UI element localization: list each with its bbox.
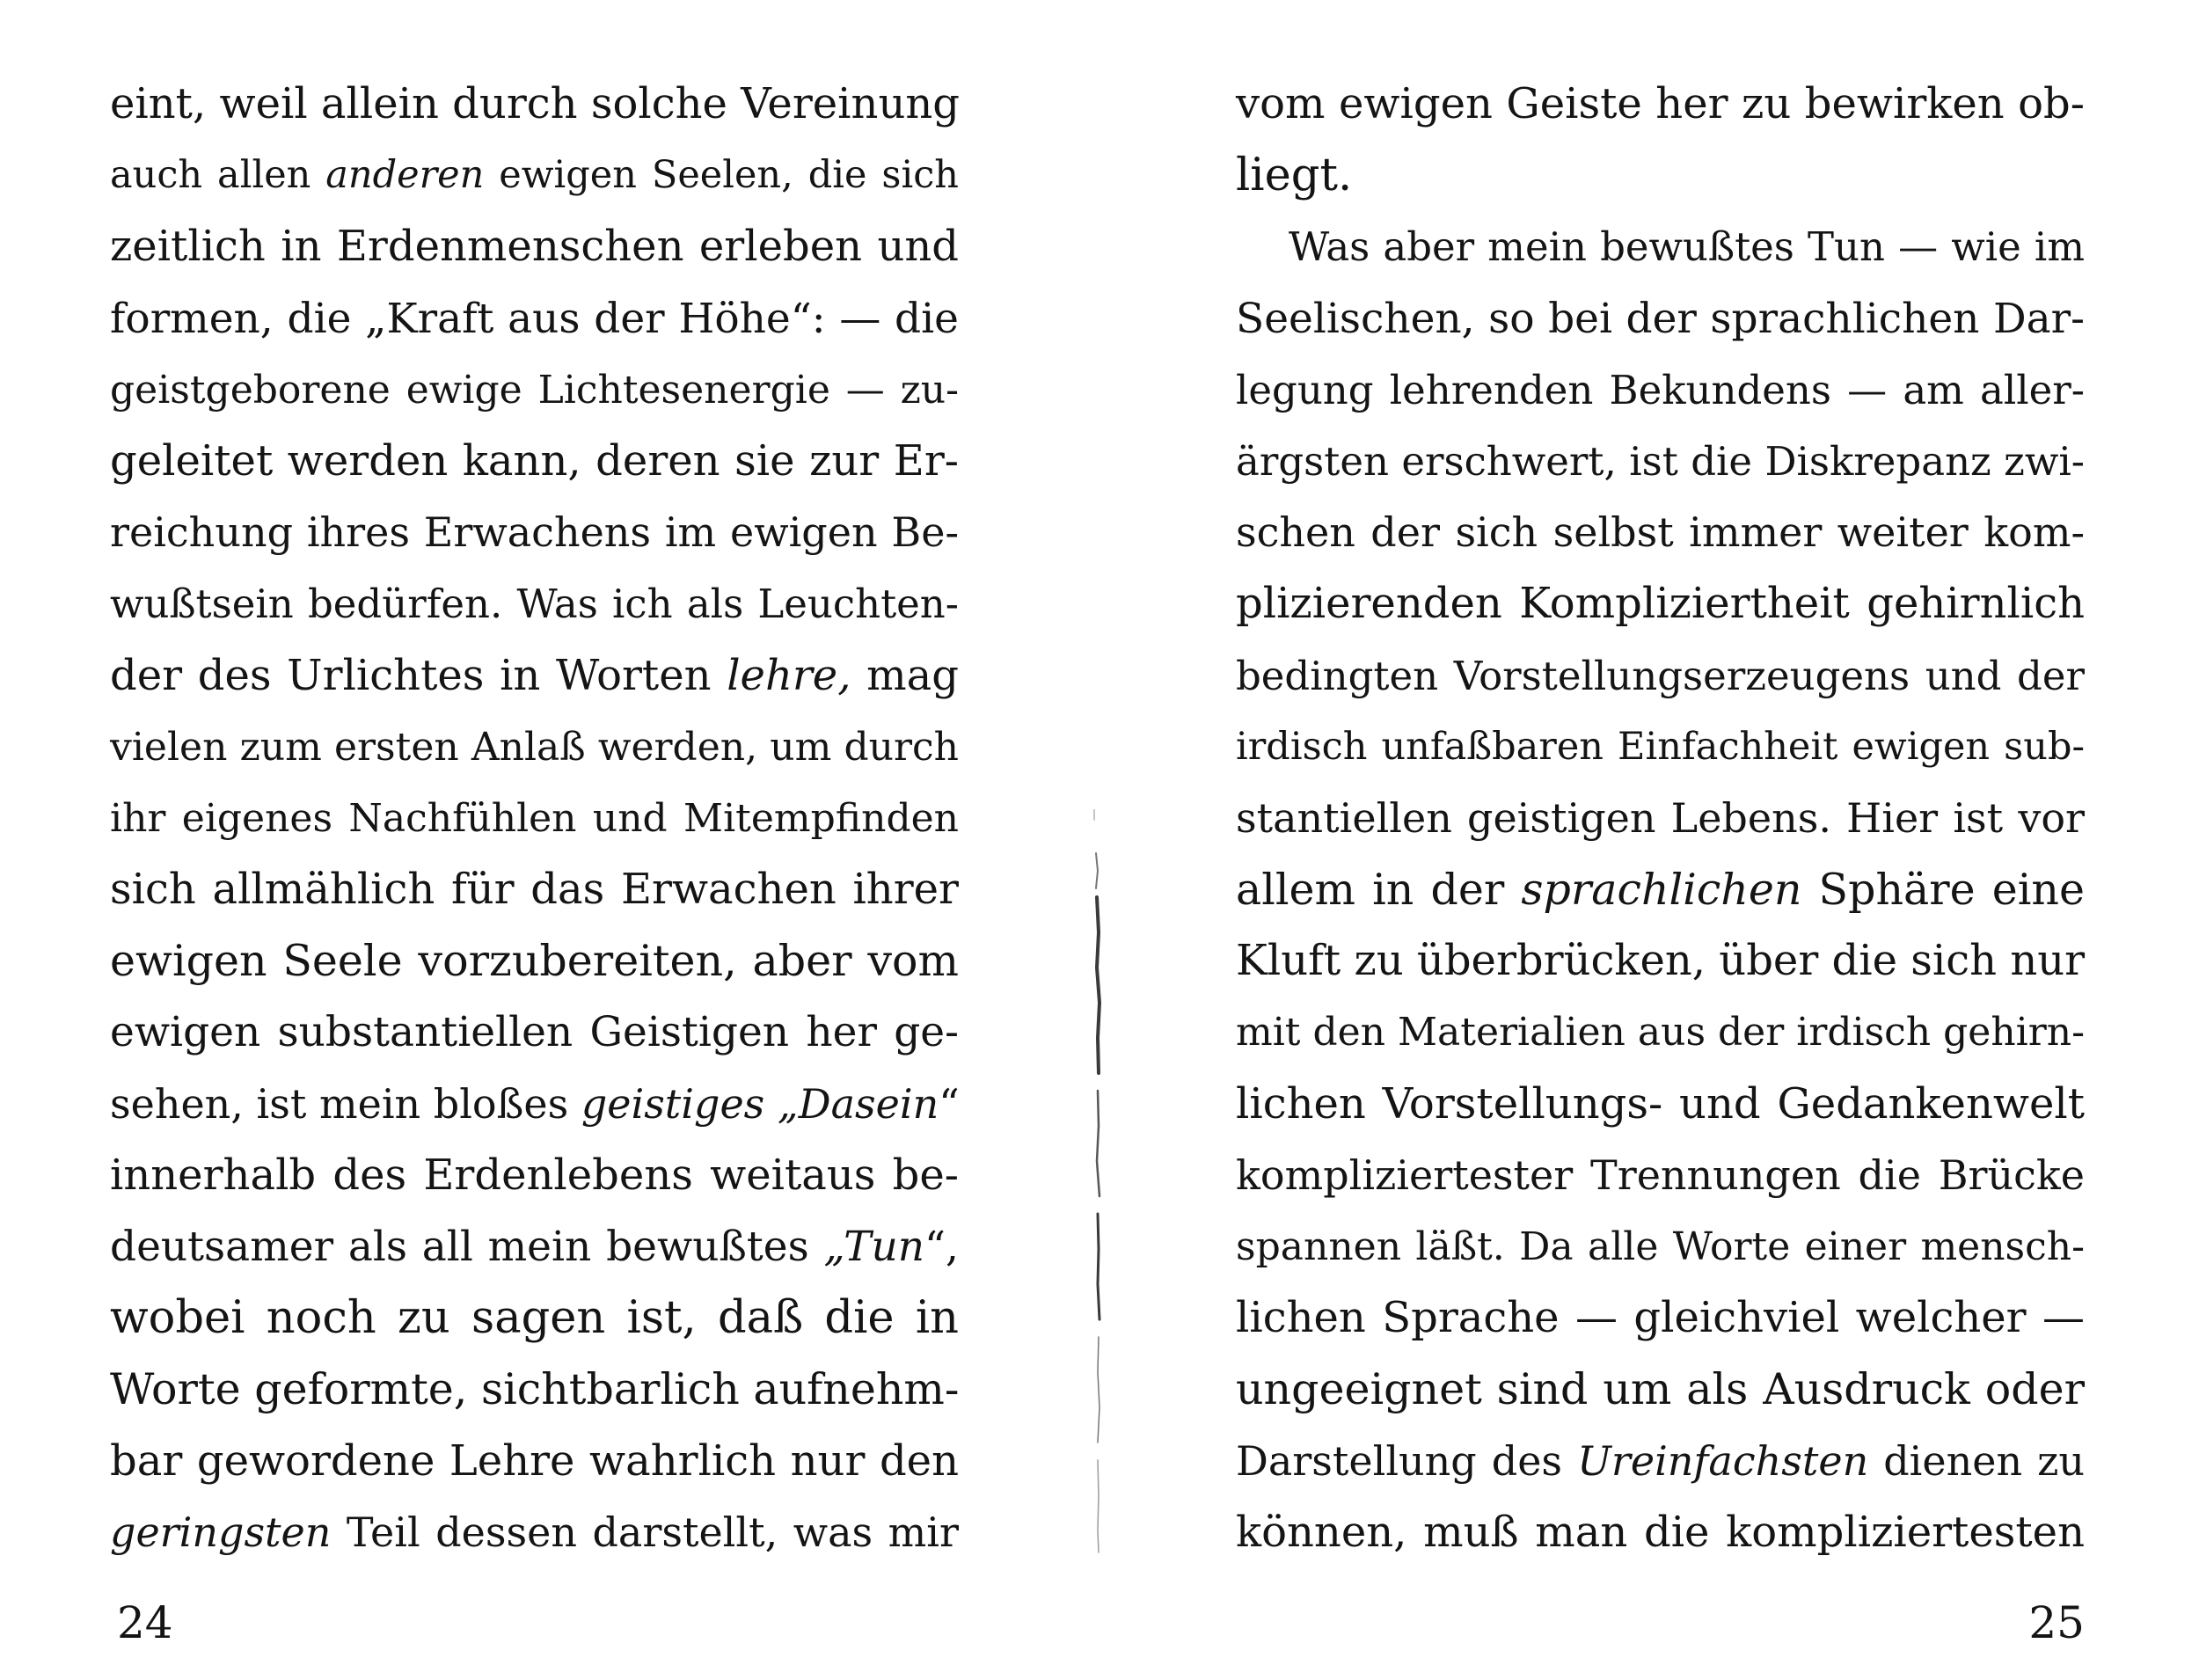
text-line bbox=[1236, 426, 2085, 497]
text-segment: plizierenden Kompliziertheit gehirnlich bbox=[1236, 579, 2085, 629]
text-line bbox=[1236, 925, 2085, 997]
right-page-text bbox=[1236, 69, 2085, 1568]
text-segment: stantiellen geistigen Lebens. Hier ist vor bbox=[1236, 793, 2085, 842]
text-segment: “ bbox=[939, 1079, 960, 1128]
text-segment: ihr eigenes Nachfühlen und Mitempfinden bbox=[110, 795, 959, 841]
text-segment: legung lehrenden Bekundens — am aller- bbox=[1236, 366, 2085, 413]
text-segment: wobei noch zu sagen ist, daß die in bbox=[110, 1292, 959, 1345]
text-line bbox=[110, 1069, 959, 1140]
text-segment: spannen läßt. Da alle Worte einer mensch- bbox=[1236, 1224, 2085, 1269]
text-segment: Teil dessen darstellt, was mir bbox=[331, 1508, 959, 1556]
italic-text: sprachlichen bbox=[1521, 865, 1802, 916]
text-line bbox=[110, 354, 959, 426]
text-segment: deutsamer als all mein bewußtes bbox=[110, 1223, 824, 1271]
text-segment: Darstellung des bbox=[1236, 1436, 1578, 1485]
text-segment: eint, weil allein durch solche Vereinung bbox=[110, 79, 960, 128]
text-segment: zeitlich in Erdenmenschen erleben und bbox=[110, 222, 959, 272]
text-segment: bedingten Vorstellungserzeugens und der bbox=[1236, 652, 2085, 699]
italic-text: „Tun bbox=[823, 1223, 925, 1271]
text-line bbox=[110, 211, 959, 282]
text-segment: vielen zum ersten Anlaß werden, um durch bbox=[110, 724, 959, 770]
text-line bbox=[1236, 211, 2085, 282]
text-segment: mit den Materialien aus der irdisch gehirn- bbox=[1236, 1010, 2085, 1055]
text-segment: lichen Vorstellungs- und Gedankenwelt bbox=[1236, 1078, 2085, 1129]
text-line bbox=[1236, 1426, 2085, 1497]
text-segment: liegt. bbox=[1236, 150, 1353, 202]
italic-text: anderen bbox=[325, 153, 485, 198]
text-line bbox=[1236, 854, 2085, 925]
text-segment: sich allmählich für das Erwachen ihrer bbox=[110, 865, 959, 915]
text-segment: auch allen bbox=[110, 153, 326, 198]
text-line bbox=[1236, 497, 2085, 568]
text-segment: innerhalb des Erdenlebens weitaus be- bbox=[110, 1150, 959, 1200]
text-segment: irdisch unfaßbaren Einfachheit ewigen sub- bbox=[1236, 724, 2085, 769]
text-segment: vom ewigen Geiste her zu bewirken ob- bbox=[1236, 79, 2085, 128]
text-segment: kompliziertester Trennungen die Brücke bbox=[1236, 1150, 2085, 1199]
text-line bbox=[110, 140, 959, 211]
text-line bbox=[110, 854, 959, 925]
text-segment: schen der sich selbst immer weiter kom- bbox=[1236, 508, 2085, 557]
text-line bbox=[1236, 354, 2085, 426]
text-line bbox=[110, 1282, 959, 1354]
text-line bbox=[1236, 1069, 2085, 1140]
text-segment: Was aber mein bewußtes Tun — wie im bbox=[1289, 223, 2085, 271]
text-line bbox=[110, 283, 959, 354]
text-segment: bar gewordene Lehre wahrlich nur den bbox=[110, 1435, 959, 1486]
text-segment: Sphäre eine bbox=[1801, 865, 2085, 916]
text-segment: können, muß man die kompliziertesten bbox=[1236, 1507, 2085, 1557]
text-segment: ungeeignet sind um als Ausdruck oder bbox=[1236, 1364, 2085, 1415]
text-segment: Kluft zu überbrücken, über die sich nur bbox=[1236, 936, 2086, 986]
text-line bbox=[110, 568, 959, 639]
text-line bbox=[1236, 1140, 2085, 1211]
text-line bbox=[1236, 1497, 2085, 1568]
text-line bbox=[110, 1497, 959, 1568]
text-line bbox=[110, 783, 959, 854]
text-segment: der des Urlichtes in Worten bbox=[110, 650, 727, 700]
text-line bbox=[1236, 783, 2085, 854]
text-segment: reichung ihres Erwachens im ewigen Be- bbox=[110, 508, 959, 557]
text-line bbox=[110, 426, 959, 497]
text-line bbox=[1236, 712, 2085, 783]
text-line bbox=[110, 997, 959, 1068]
text-segment: sehen, ist mein bloßes bbox=[110, 1079, 581, 1128]
text-segment: “, bbox=[924, 1223, 959, 1271]
text-line bbox=[110, 712, 959, 783]
italic-text: geringsten bbox=[110, 1508, 332, 1556]
text-line bbox=[110, 925, 959, 997]
text-segment: dienen zu bbox=[1868, 1436, 2085, 1485]
right-page-number: 25 bbox=[2028, 1597, 2085, 1648]
text-segment: formen, die „Kraft aus der Höhe“: — die bbox=[110, 294, 959, 343]
text-segment: Worte geformte, sichtbarlich aufnehm- bbox=[110, 1364, 960, 1415]
text-segment: allem in der bbox=[1236, 865, 1522, 916]
text-line bbox=[1236, 1282, 2085, 1354]
text-line bbox=[110, 69, 959, 140]
text-line bbox=[1236, 140, 2085, 211]
italic-text: Ureinfachsten bbox=[1577, 1436, 1869, 1485]
text-segment: ewigen substantiellen Geistigen her ge- bbox=[110, 1008, 959, 1057]
text-segment: geistgeborene ewige Lichtesenergie — zu- bbox=[110, 367, 959, 413]
text-line bbox=[110, 1426, 959, 1497]
text-line bbox=[110, 640, 959, 712]
text-line bbox=[1236, 69, 2085, 140]
text-line bbox=[1236, 1354, 2085, 1425]
text-line bbox=[110, 497, 959, 568]
text-segment: geleitet werden kann, deren sie zur Er- bbox=[110, 435, 959, 486]
text-line bbox=[110, 1354, 959, 1425]
text-line bbox=[1236, 640, 2085, 712]
italic-text: geistiges „Dasein bbox=[581, 1079, 939, 1128]
text-segment: mag bbox=[851, 650, 959, 700]
text-line bbox=[110, 1140, 959, 1211]
text-line bbox=[110, 1211, 959, 1282]
text-line bbox=[1236, 568, 2085, 639]
left-page-text bbox=[110, 69, 959, 1568]
text-line bbox=[1236, 997, 2085, 1068]
text-line bbox=[1236, 1211, 2085, 1282]
italic-text: lehre, bbox=[727, 650, 851, 700]
text-segment: lichen Sprache — gleichviel welcher — bbox=[1236, 1293, 2085, 1343]
text-segment: wußtsein bedürfen. Was ich als Leuchten- bbox=[110, 581, 959, 628]
text-segment: ewigen Seele vorzubereiten, aber vom bbox=[110, 936, 959, 987]
right-page bbox=[1100, 0, 2199, 1680]
text-segment: ewigen Seelen, die sich bbox=[484, 153, 959, 198]
text-segment: Seelischen, so bei der sprachlichen Dar- bbox=[1236, 294, 2085, 343]
left-page-number: 24 bbox=[117, 1597, 173, 1648]
text-segment: ärgsten erschwert, ist die Diskrepanz zwi- bbox=[1236, 437, 2085, 485]
text-line bbox=[1236, 283, 2085, 354]
